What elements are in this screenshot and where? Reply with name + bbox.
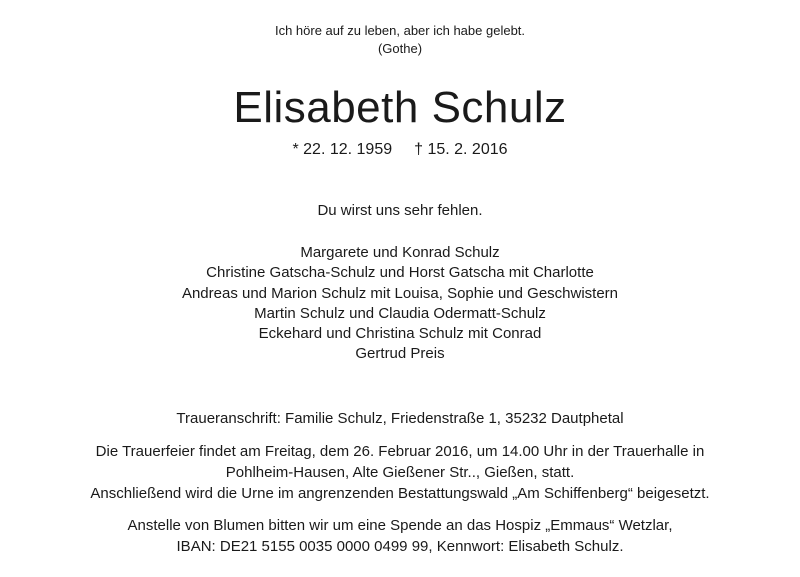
motto-quote bbox=[0, 22, 800, 58]
donation-line: IBAN: DE21 5155 0035 0000 0499 99, Kennwort: Elisabeth Schulz. bbox=[176, 538, 624, 555]
motto-line: Ich höre auf zu leben, aber ich habe gelebt. bbox=[274, 23, 526, 38]
mourner-line: Martin Schulz und Claudia Odermatt-Schulz bbox=[254, 304, 546, 322]
mourners-list bbox=[0, 243, 800, 365]
funeral-line: Pohlheim-Hausen, Alte Gießener Str.., Gießen, statt. bbox=[225, 464, 575, 481]
donation-request bbox=[0, 515, 800, 557]
death-date: † 15. 2. 2016 bbox=[414, 141, 508, 158]
farewell-message: Du wirst uns sehr fehlen. bbox=[317, 202, 483, 219]
funeral-line: Anschließend wird die Urne im angrenzenden Bestattungswald „Am Schiffenberg“ beigesetzt. bbox=[90, 485, 710, 502]
donation-line: Anstelle von Blumen bitten wir um eine Spende an das Hospiz „Emmaus“ Wetzlar, bbox=[127, 517, 673, 534]
mourner-line: Eckehard und Christina Schulz mit Conrad bbox=[258, 325, 542, 343]
funeral-details bbox=[0, 441, 800, 504]
life-dates bbox=[0, 140, 800, 160]
motto-attribution: (Gothe) bbox=[377, 41, 423, 56]
mourner-line: Margarete und Konrad Schulz bbox=[300, 244, 500, 261]
mourner-line: Andreas und Marion Schulz mit Louisa, Sophie und Geschwistern bbox=[181, 284, 619, 302]
mourner-line: Christine Gatscha-Schulz und Horst Gatscha mit Charlotte bbox=[206, 264, 594, 282]
mourner-line: Gertrud Preis bbox=[355, 345, 445, 363]
deceased-name: Elisabeth Schulz bbox=[233, 83, 567, 132]
birth-date: * 22. 12. 1959 bbox=[292, 141, 393, 158]
mourning-address: Traueranschrift: Familie Schulz, Friedenstraße 1, 35232 Dautphetal bbox=[176, 410, 624, 427]
funeral-line: Die Trauerfeier findet am Freitag, dem 26. Februar 2016, um 14.00 Uhr in der Trauerhalle in bbox=[95, 443, 705, 460]
